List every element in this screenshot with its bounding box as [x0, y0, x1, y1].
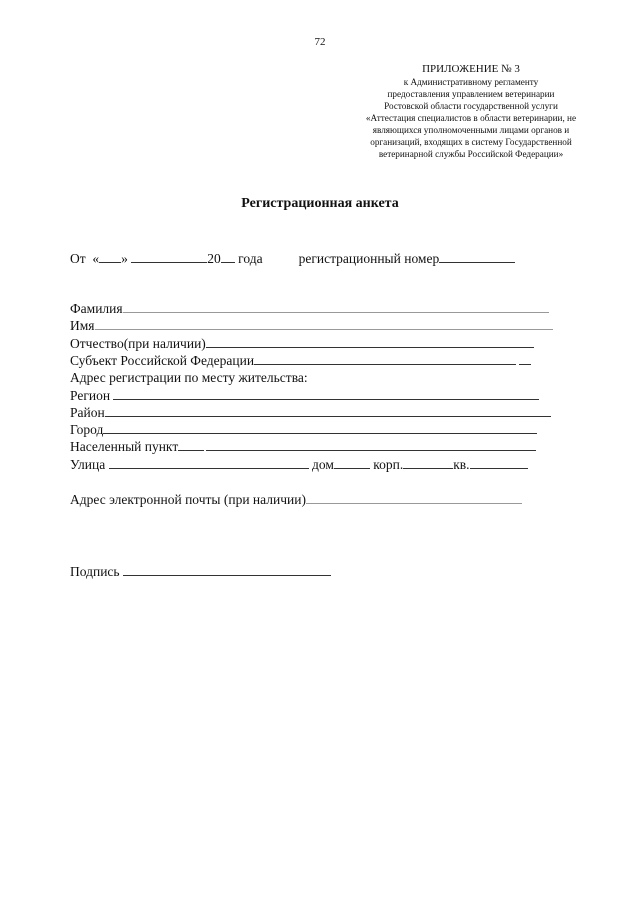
quote-open: «: [92, 251, 100, 266]
house-field[interactable]: [334, 456, 370, 469]
region-row: [70, 387, 539, 404]
reg-number-field[interactable]: [439, 250, 515, 263]
email-field[interactable]: [306, 491, 522, 504]
city-row: [70, 421, 537, 438]
appendix-title: ПРИЛОЖЕНИЕ № 3: [422, 63, 520, 75]
year-prefix: 20: [207, 251, 221, 266]
subject-field-extra[interactable]: [519, 352, 531, 365]
surname-label: Фамилия: [70, 301, 123, 316]
subject-label: Субъект Российской Федерации: [70, 353, 255, 368]
settlement-field[interactable]: [206, 438, 536, 451]
email-label: Адрес электронной почты (при наличии): [70, 492, 306, 507]
building-field[interactable]: [403, 456, 453, 469]
street-row: [70, 456, 528, 473]
quote-close: »: [121, 251, 128, 266]
signature-field[interactable]: [123, 563, 331, 576]
date-line: [70, 250, 515, 267]
day-field[interactable]: [99, 250, 121, 263]
city-field[interactable]: [103, 421, 537, 434]
name-label: Имя: [70, 318, 95, 333]
street-label: Улица: [70, 457, 106, 472]
subject-field[interactable]: [254, 352, 516, 365]
appendix-line: организаций, входящих в систему Государственной: [370, 137, 572, 147]
apartment-label: кв.: [453, 457, 470, 472]
region-field[interactable]: [113, 387, 539, 400]
address-heading: Адрес регистрации по месту жительства:: [70, 370, 308, 385]
appendix-line: ветеринарной службы Российской Федерации»: [378, 149, 564, 159]
name-field[interactable]: [95, 317, 553, 330]
surname-row: [70, 300, 549, 317]
year-field[interactable]: [221, 250, 235, 263]
city-label: Город: [70, 422, 104, 437]
name-row: [70, 317, 553, 334]
appendix-line: Ростовской области государственной услуги: [384, 101, 558, 111]
appendix-line: «Аттестация специалистов в области ветеринарии, не: [365, 113, 577, 123]
surname-field[interactable]: [123, 300, 549, 313]
year-suffix: года: [238, 251, 263, 266]
signature-row: [70, 563, 331, 580]
district-field[interactable]: [105, 404, 551, 417]
settlement-type-field[interactable]: [178, 438, 204, 451]
district-label: Район: [70, 405, 105, 420]
patronymic-field[interactable]: [206, 335, 534, 348]
house-label: дом: [311, 457, 334, 472]
subject-row: [70, 352, 531, 369]
page-number: 72: [314, 36, 326, 48]
patronymic-row: [70, 335, 534, 352]
settlement-row: [70, 438, 536, 455]
district-row: [70, 404, 551, 421]
patronymic-label: Отчество(при наличии): [70, 336, 206, 351]
date-from-label: От: [70, 251, 86, 266]
appendix-line: предоставления управлением ветеринарии: [387, 89, 555, 99]
form-title: Регистрационная анкета: [241, 196, 399, 211]
signature-label: Подпись: [70, 564, 120, 579]
apartment-field[interactable]: [470, 456, 528, 469]
appendix-line: являющихся уполномоченными лицами органов и: [372, 125, 570, 135]
settlement-label: Населенный пункт: [70, 439, 179, 454]
address-heading-row: [70, 369, 308, 386]
email-row: [70, 491, 522, 508]
month-field[interactable]: [131, 250, 207, 263]
building-label: корп.: [373, 457, 404, 472]
reg-number-label: регистрационный номер: [298, 251, 440, 266]
appendix-header: [340, 62, 602, 160]
street-field[interactable]: [109, 456, 309, 469]
appendix-line: к Административному регламенту: [403, 77, 539, 87]
region-label: Регион: [70, 388, 111, 403]
